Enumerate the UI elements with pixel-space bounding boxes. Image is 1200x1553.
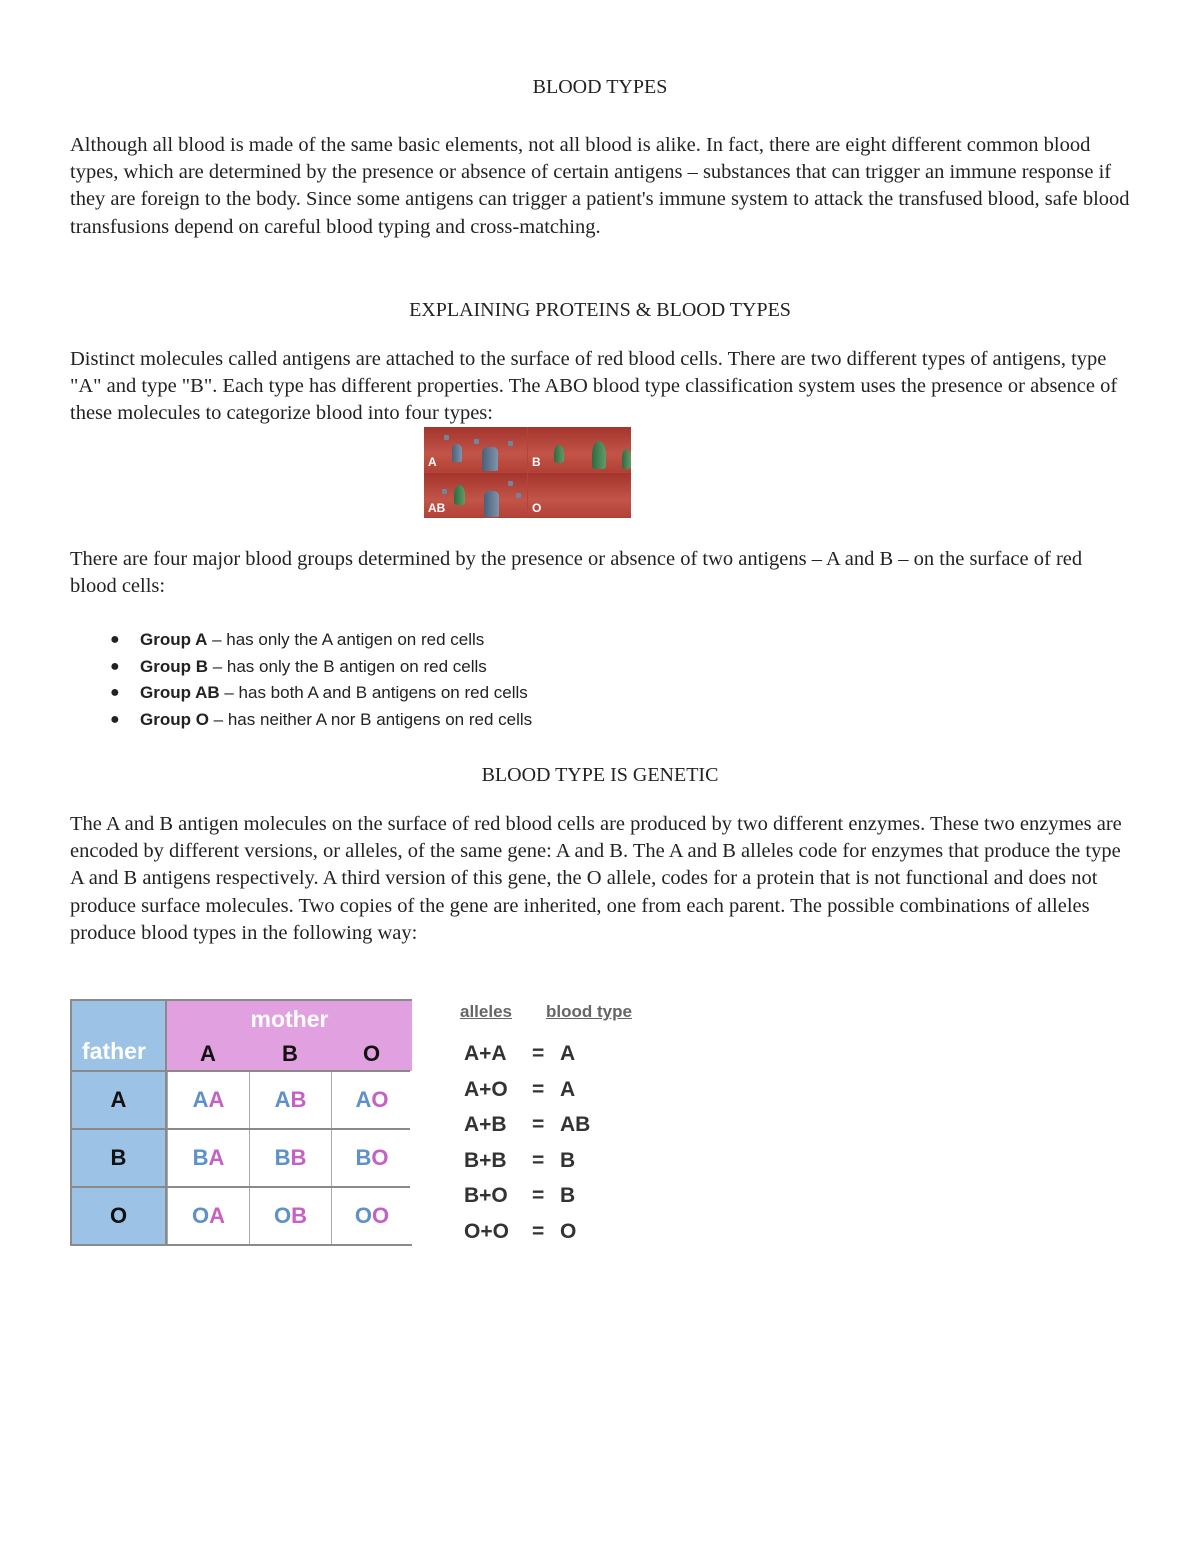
section-title-genetic: BLOOD TYPE IS GENETIC [481,764,719,786]
punnett-cell: B A [167,1129,249,1187]
group-name: Group A [140,630,208,649]
group-description: – has only the A antigen on red cells [207,630,485,649]
allele-row: A+A = A [464,1042,576,1065]
allele-row: A+O = A [464,1078,576,1101]
intro-paragraph: Although all blood is made of the same basic elements, not all blood is alike. In fact, there are eight different common blood types, which are determined by the presence or absence of certain antigens – substances that can trigger an immune response if they are foreign to the body. Since some antigens can trigger a patient's immune system to attack the transfused blood, safe blood transfusions depend on careful blood typing and cross-matching. [70,134,1130,238]
mother-allele-o: O [331,1037,412,1071]
antigen-cell-ab [424,473,527,518]
group-name: Group B [140,656,208,676]
list-item: ● Group B – has only the B antigen on red cells [110,656,487,676]
section-title-proteins: EXPLAINING PROTEINS & BLOOD TYPES [409,299,791,321]
blood-type-header: blood type [546,1002,632,1021]
list-item: ● Group AB – has both A and B antigens on red cells [110,683,528,702]
allele-row: B+O = B [464,1184,576,1207]
antigen-label-o: O [532,501,542,515]
punnett-cell: B B [249,1129,331,1187]
father-allele-a: A [72,1071,167,1129]
punnett-cell: O A [167,1187,249,1244]
antigen-cell-a [424,427,527,472]
group-name: Group O [140,709,209,729]
blood-groups-paragraph: There are four major blood groups determined by the presence or absence of two antigens – A and B – on the surface of red blood cells: [70,548,1083,598]
section-title-blood-types: BLOOD TYPES [532,76,668,98]
punnett-square [70,999,412,1246]
alleles-header: alleles [460,1002,512,1021]
antigen-label-a: A [428,455,437,469]
list-item: ● Group A – has only the A antigen on red cells [110,630,485,649]
father-allele-b: B [72,1129,167,1187]
punnett-cell: A A [167,1071,249,1129]
antigen-cell-o [528,473,631,518]
group-description: – has both A and B antigens on red cells [219,683,528,702]
father-label: father [82,1038,146,1064]
punnett-cell: O O [331,1187,412,1244]
antigen-label-ab: AB [428,501,446,515]
father-header-cell [72,1001,167,1071]
father-allele-o: O [72,1187,167,1244]
allele-row: A+B = AB [464,1113,591,1136]
group-name: Group AB [140,683,220,702]
antigen-label-b: B [532,455,541,469]
punnett-cell: A O [331,1071,412,1129]
punnett-cell: O B [249,1187,331,1244]
blood-group-list [110,627,532,733]
antigen-illustration [424,427,631,518]
antigen-cell-b [528,427,631,472]
punnett-cell: B O [331,1129,412,1187]
mother-allele-a: A [167,1037,249,1071]
mother-allele-b: B [249,1037,331,1071]
list-item: ● Group O – has neither A nor B antigens on red cells [110,709,533,729]
antigens-paragraph: Distinct molecules called antigens are attached to the surface of red blood cells. There are two different types of antigens, type "A" and type "B". Each type has different properties. The ABO blood type classification system uses the presence or absence of these molecules to categorize blood into four types: [70,348,1118,425]
allele-row: B+B = B [464,1149,576,1172]
genetics-paragraph: The A and B antigen molecules on the surface of red blood cells are produced by two different enzymes. These two enzymes are encoded by different versions, or alleles, of the same gene: A and B. The A and B alleles code for enzymes that produce the type A and B antigens respectively. A third version of this gene, the O allele, codes for a protein that is not functional and does not produce surface molecules. Two copies of the gene are inherited, one from each parent. The possible combinations of alleles produce blood types in the following way: [70,813,1122,944]
allele-row: O+O = O [464,1220,577,1243]
mother-label: mother [167,1001,412,1037]
punnett-cell: A B [249,1071,331,1129]
group-description: – has neither A nor B antigens on red cells [208,709,533,729]
group-description: – has only the B antigen on red cells [208,656,487,676]
